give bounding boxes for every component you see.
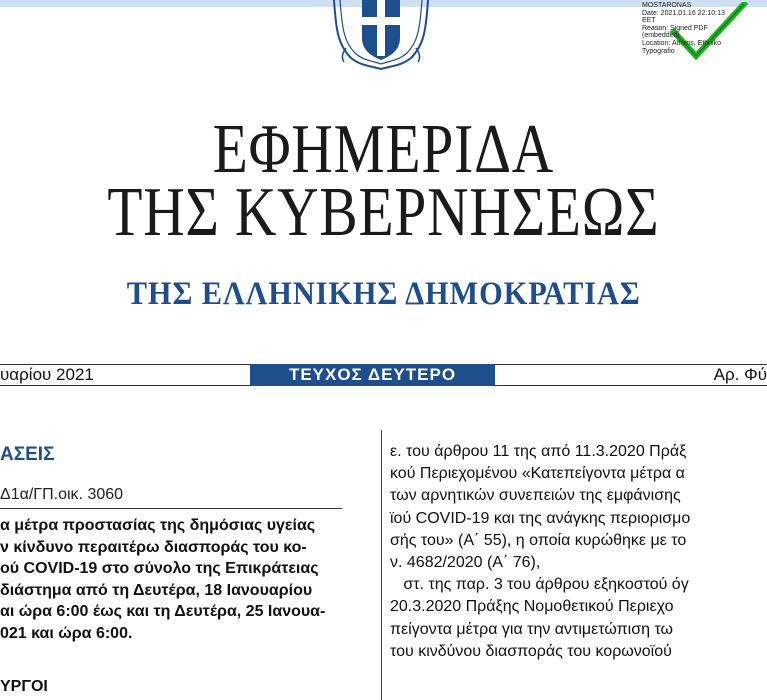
body-line: σής του» (Α΄ 55), η οποία κυρώθηκε με το [390,531,687,549]
body-line: στ. της παρ. 3 του άρθρου εξηκοστού όγ [390,576,689,594]
signature-location-cont: Typografio [642,47,675,55]
signature-date: Date: 2021.01.16 22:10:13 [642,9,725,17]
right-column-text [390,441,690,663]
decision-line: ν κίνδυνο περαιτέρω διασποράς του κο- [0,538,307,556]
body-line: πείγοντα μέτρα για την αντιμετώπιση τω [390,620,674,638]
decision-line: 021 και ώρα 6:00. [0,624,133,642]
body-line: των αρνητικών συνεπειών της εμφάνισης [390,487,681,505]
body-line: κού Περιεχομένου «Κατεπείγοντα μέτρα α [390,465,685,483]
issue-date: υαρίου 2021 [0,365,94,384]
decision-line: ού COVID-19 στο σύνολο της Επικράτειας [0,560,319,578]
signature-signer: MOSTARONAS [642,2,692,9]
greek-coat-of-arms-icon [326,0,436,70]
decision-title [0,515,350,645]
signature-details [642,2,725,55]
body-line: 20.3.2020 Πράξης Νομοθετικού Περιεχο [390,598,674,616]
decision-line: α μέτρα προστασίας της δημόσιας υγείας [0,517,316,534]
decision-line: αι ώρα 6:00 έως και τη Δευτέρα, 25 Ιανουα- [0,603,326,621]
masthead-title-line1: ΕΦΗΜΕΡΙΔΑ [212,111,555,188]
body-line: ε. του άρθρου 11 της από 11.3.2020 Πράξ [390,443,687,460]
section-heading: ΑΣΕΙΣ [0,444,55,465]
ministers-heading: ΥΡΓΟΙ [0,678,48,695]
decision-line: διάστημα από τη Δευτέρα, 18 Ιανουαρίου [0,581,313,599]
body-line: ν. 4682/2020 (Α΄ 76), [390,554,541,572]
body-line: του κινδύνου διασποράς του κορωνοϊού [390,642,672,660]
signature-reason: Reason: Signed PDF [642,24,708,32]
decision-number-rule [0,508,342,509]
masthead-title-line2: ΤΗΣ ΚΥΒΕΡΝΗΣΕΩΣ [107,174,660,251]
body-line: ϊού COVID-19 και της ανάγκης περιορισμο [390,509,691,527]
sheet-number: Αρ. Φύ [713,365,767,384]
decision-number: Δ1α/ΓΠ.οικ. 3060 [0,486,124,503]
signature-timezone: EET [642,17,656,25]
signature-embedded: (embedded) [642,32,680,40]
masthead-subtitle: ΤΗΣ ΕΛΛΗΝΙΚΗΣ ΔΗΜΟΚΡΑΤΙΑΣ [126,276,641,312]
signature-location: Location: Athens, Ethniko [642,39,721,47]
issue-info-bar [0,364,767,386]
digital-signature-stamp [642,2,767,62]
column-divider [381,430,382,700]
issue-series-badge: ΤΕΥΧΟΣ ΔΕΥΤΕΡΟ [250,364,495,386]
